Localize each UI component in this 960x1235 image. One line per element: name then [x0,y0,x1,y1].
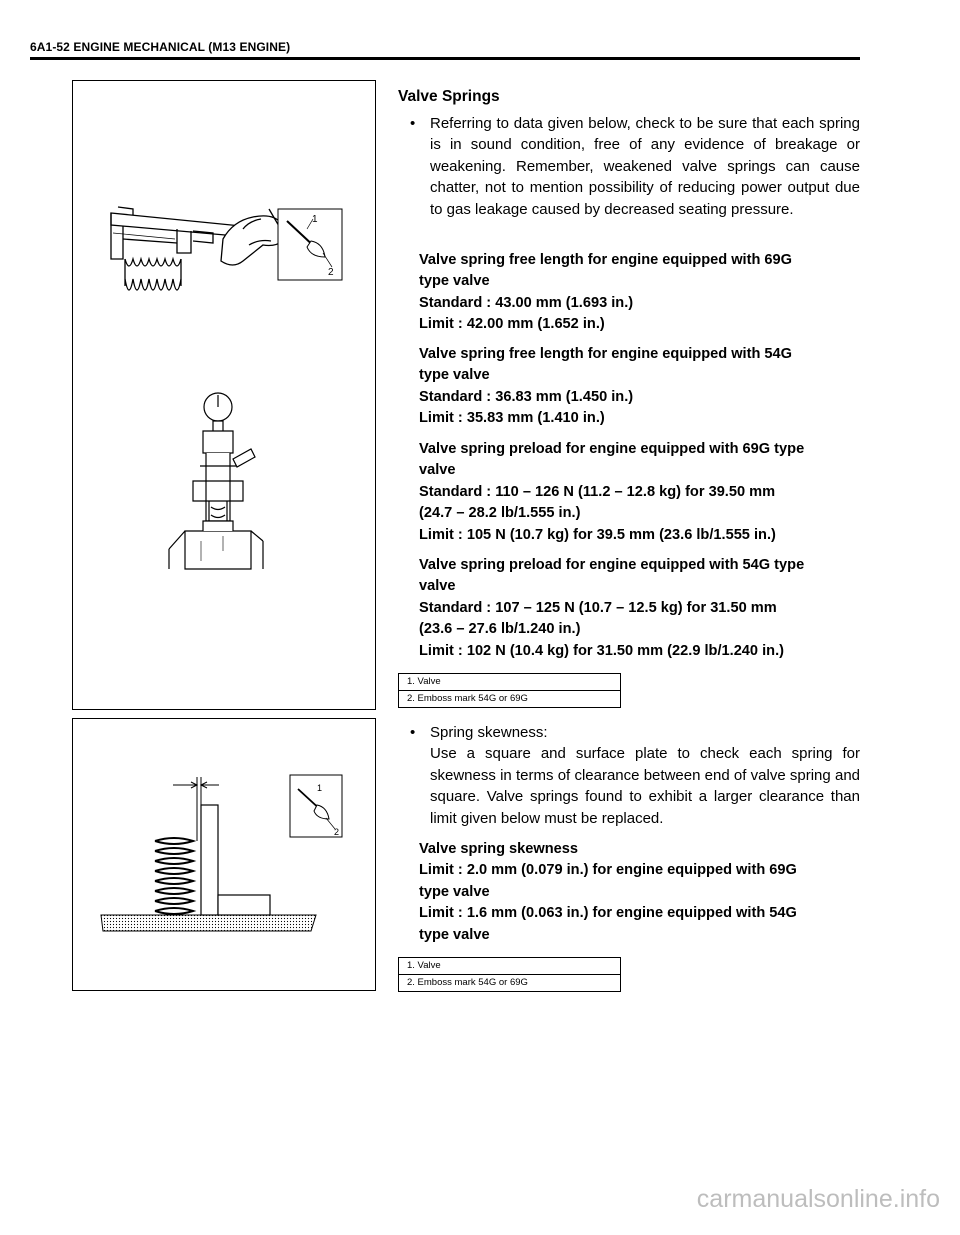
legend-item: 2. Emboss mark 54G or 69G [399,975,621,992]
spec-line: Standard : 107 – 125 N (10.7 – 12.5 kg) for 31.50 mm [419,599,777,616]
spec-line: valve [419,462,456,479]
spec-line: valve [419,578,456,595]
skewness-bullet-text: Use a square and surface plate to check each spring for skewness in terms of clearance between end of valve spring and square. Valve springs found to exhibit a larger clearance than limit given below must be replaced. [430,745,860,827]
spec-free-length-54g [419,344,864,430]
bullet-icon: • [410,115,416,132]
legend-item: 2. Emboss mark 54G or 69G [399,691,621,708]
inspection-bullet-text: Referring to data given below, check to be sure that each spring is in sound condition, free of any evidence of breakage or weakening. Remember, weakened valve springs can cause chatter, not to mention possibility of reducing power output due to gas leakage caused by decreased seating pressure. [430,115,860,218]
spec-line: Valve spring preload for engine equipped with 69G type [419,441,805,457]
spec-free-length-69g [419,250,864,336]
spec-skewness [419,839,864,946]
callout-2: 2 [328,267,334,278]
spec-line: Standard : 36.83 mm (1.450 in.) [419,388,634,405]
section-title: Valve Springs [398,88,500,105]
spec-line: Limit : 1.6 mm (0.063 in.) for engine equipped with 54G [419,905,797,922]
spec-line: Limit : 105 N (10.7 kg) for 39.5 mm (23.6 lb/1.555 in.) [419,526,776,543]
spec-line: Limit : 35.83 mm (1.410 in.) [419,410,605,427]
spec-line: Standard : 43.00 mm (1.693 in.) [419,294,634,311]
bullet-icon: • [410,724,416,741]
figure-free-length-and-preload [72,80,376,710]
spec-line: type valve [419,926,490,943]
spec-preload-54g [419,555,864,662]
spec-line: Limit : 102 N (10.4 kg) for 31.50 mm (22.9 lb/1.240 in.) [419,642,784,659]
caliper-and-spring-tester-illustration [73,81,375,709]
spec-line: Valve spring preload for engine equipped with 54G type [419,557,805,573]
callout-1: 1 [312,214,318,225]
callout-2: 2 [334,827,340,837]
spec-line: Valve spring free length for engine equipped with 69G [419,252,793,268]
spec-line: Limit : 2.0 mm (0.079 in.) for engine equipped with 69G [419,862,797,879]
watermark-text: carmanualsonline.info [696,1185,940,1213]
inspection-bullet [410,113,860,220]
spec-preload-69g [419,439,864,546]
spec-line: (24.7 – 28.2 lb/1.555 in.) [419,505,581,522]
spec-line: Limit : 42.00 mm (1.652 in.) [419,316,605,333]
page-header-title: 6A1-52 ENGINE MECHANICAL (M13 ENGINE) [30,40,291,54]
figure-legend [398,957,621,992]
spec-line: Valve spring free length for engine equipped with 54G [419,346,793,362]
callout-1: 1 [317,783,323,793]
header-rule [30,57,860,60]
spec-line: Valve spring skewness [419,841,578,857]
figure-legend [398,673,621,708]
spec-line: Standard : 110 – 126 N (11.2 – 12.8 kg) for 39.50 mm [419,483,776,500]
spec-line: type valve [419,883,490,900]
legend-item: 1. Valve [399,674,621,691]
figure-spring-skewness [72,718,376,991]
skewness-bullet [410,722,860,829]
legend-item: 1. Valve [399,958,621,975]
square-and-surface-plate-illustration [73,719,375,990]
spec-line: (23.6 – 27.6 lb/1.240 in.) [419,621,581,638]
skewness-bullet-heading: Spring skewness: [430,724,548,741]
spec-line: type valve [419,273,490,290]
spec-line: type valve [419,367,490,384]
